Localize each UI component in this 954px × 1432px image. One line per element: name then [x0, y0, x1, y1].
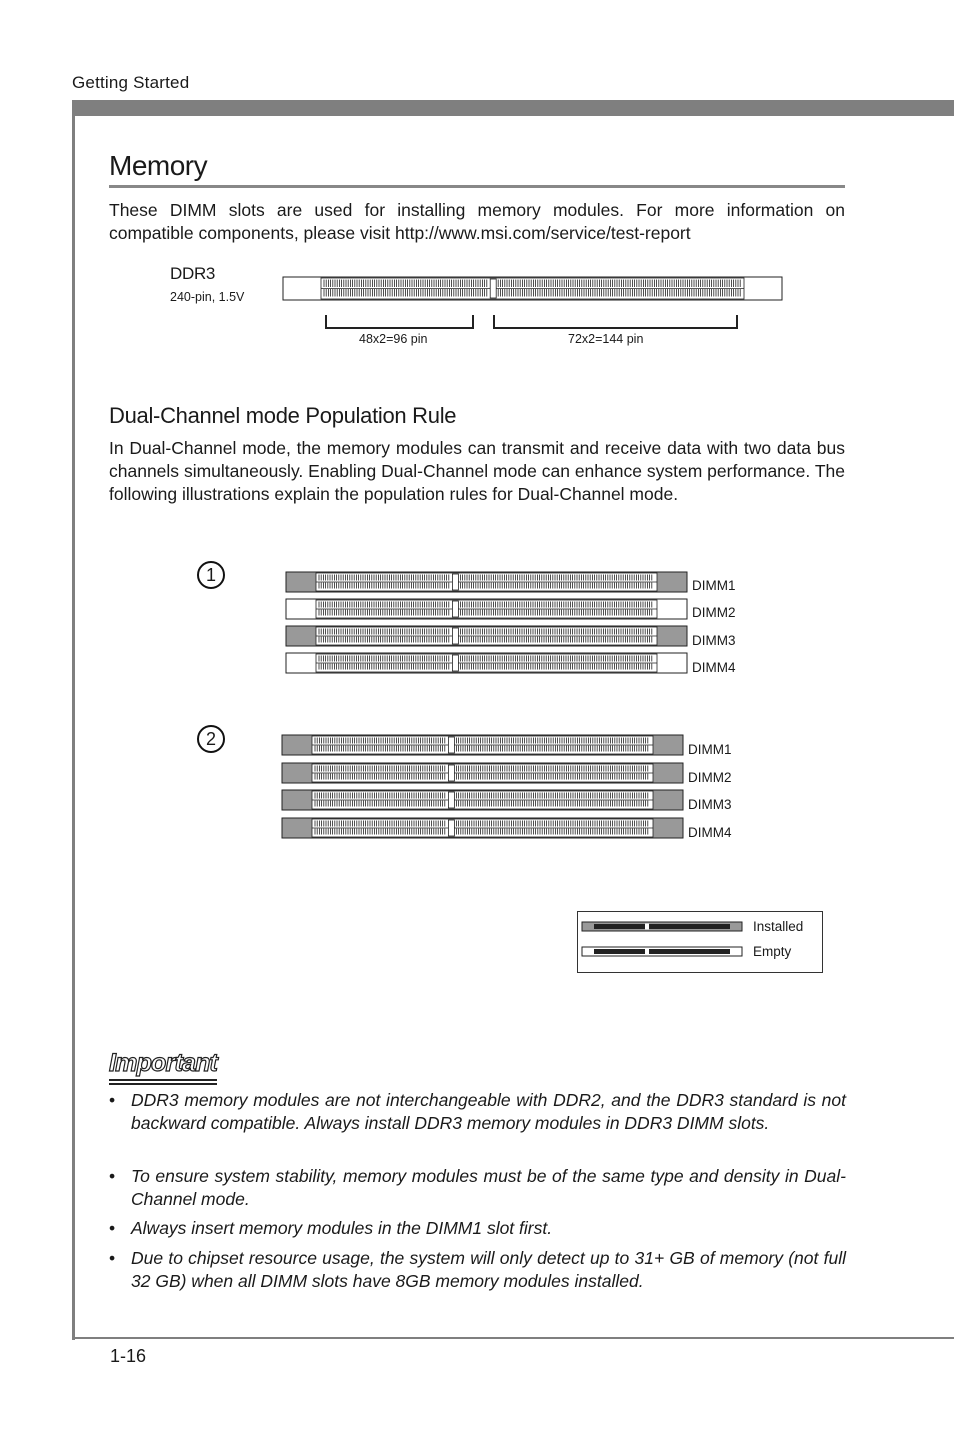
slot-key-notch	[490, 279, 496, 298]
important-item	[109, 1089, 846, 1135]
config1-slot-dimm4	[286, 653, 687, 673]
config1-dimm1-label: DIMM1	[692, 578, 736, 593]
config2-slot-dimm4	[282, 818, 683, 838]
slot-key-notch	[448, 792, 454, 808]
important-item-text: Due to chipset resource usage, the system will only detect up to 31+ GB of memory (not full 32 GB) when all DIMM slots have 8GB memory modules installed.	[131, 1248, 846, 1291]
important-item	[109, 1165, 846, 1211]
important-underline	[109, 1083, 217, 1085]
ddr3-subtitle: 240-pin, 1.5V	[170, 290, 245, 304]
slot-key-notch	[452, 574, 458, 590]
legend-empty-label: Empty	[753, 944, 792, 959]
page-number: 1-16	[110, 1346, 147, 1366]
memory-intro: These DIMM slots are used for installing memory modules. For more information on compatible components, please visit http://www.msi.com/service/test-report	[109, 200, 845, 243]
slot-key-notch	[452, 601, 458, 617]
config1-slot-dimm1	[286, 572, 687, 592]
config2-dimm1-label: DIMM1	[688, 742, 732, 757]
important-heading: Important	[109, 1049, 218, 1077]
config2-slot-dimm1	[282, 735, 683, 755]
config1-slot-dimm2	[286, 599, 687, 619]
important-item-text: DDR3 memory modules are not interchangeable with DDR2, and the DDR3 standard is not backward compatible. Always install DDR3 memory modules in DDR3 DIMM slots.	[131, 1090, 846, 1133]
bullet-icon: •	[109, 1166, 116, 1186]
ddr3-title: DDR3	[170, 264, 216, 283]
config-number-2: 2	[197, 725, 225, 753]
pin-row	[324, 280, 487, 288]
slot-key-notch	[448, 820, 454, 836]
config1-dimm3-label: DIMM3	[692, 633, 736, 648]
dual-channel-body: In Dual-Channel mode, the memory modules can transmit and receive data with two data bus channels simultaneously. Enabling Dual-Channel mode can enhance system performance. The following illustrations explain the population rules for Dual-Channel mode.	[109, 438, 845, 504]
slot-key-notch	[448, 765, 454, 781]
config2-dimm3-label: DIMM3	[688, 797, 732, 812]
bullet-icon: •	[109, 1248, 116, 1268]
ddr3-module-slot	[283, 277, 782, 300]
slot-key-notch	[452, 628, 458, 644]
right-segment-bracket	[494, 315, 737, 328]
important-item-text: To ensure system stability, memory modules must be of the same type and density in Dual-Channel mode.	[131, 1166, 846, 1209]
important-item	[109, 1217, 846, 1240]
page-title: Memory	[109, 150, 208, 181]
important-underline	[109, 1079, 217, 1081]
left-segment-bracket	[326, 315, 473, 328]
right-segment-label: 72x2=144 pin	[568, 332, 644, 346]
slot-key-notch	[448, 737, 454, 753]
pin-row	[324, 289, 487, 297]
left-segment-label: 48x2=96 pin	[359, 332, 428, 346]
important-item	[109, 1247, 846, 1293]
config2-dimm2-label: DIMM2	[688, 770, 732, 785]
config1-dimm2-label: DIMM2	[692, 605, 736, 620]
slot-key-notch	[452, 655, 458, 671]
config2-dimm4-label: DIMM4	[688, 825, 732, 840]
config1-dimm4-label: DIMM4	[692, 660, 736, 675]
config2-slot-dimm3	[282, 790, 683, 810]
section-label: Getting Started	[72, 73, 190, 92]
legend-installed-label: Installed	[753, 919, 804, 934]
config1-slot-dimm3	[286, 626, 687, 646]
dual-channel-title: Dual-Channel mode Population Rule	[109, 403, 457, 428]
config-number-1: 1	[197, 561, 225, 589]
bullet-icon: •	[109, 1090, 116, 1110]
important-item-text: Always insert memory modules in the DIMM1 slot first.	[131, 1218, 553, 1238]
bullet-icon: •	[109, 1218, 116, 1238]
config2-slot-dimm2	[282, 763, 683, 783]
